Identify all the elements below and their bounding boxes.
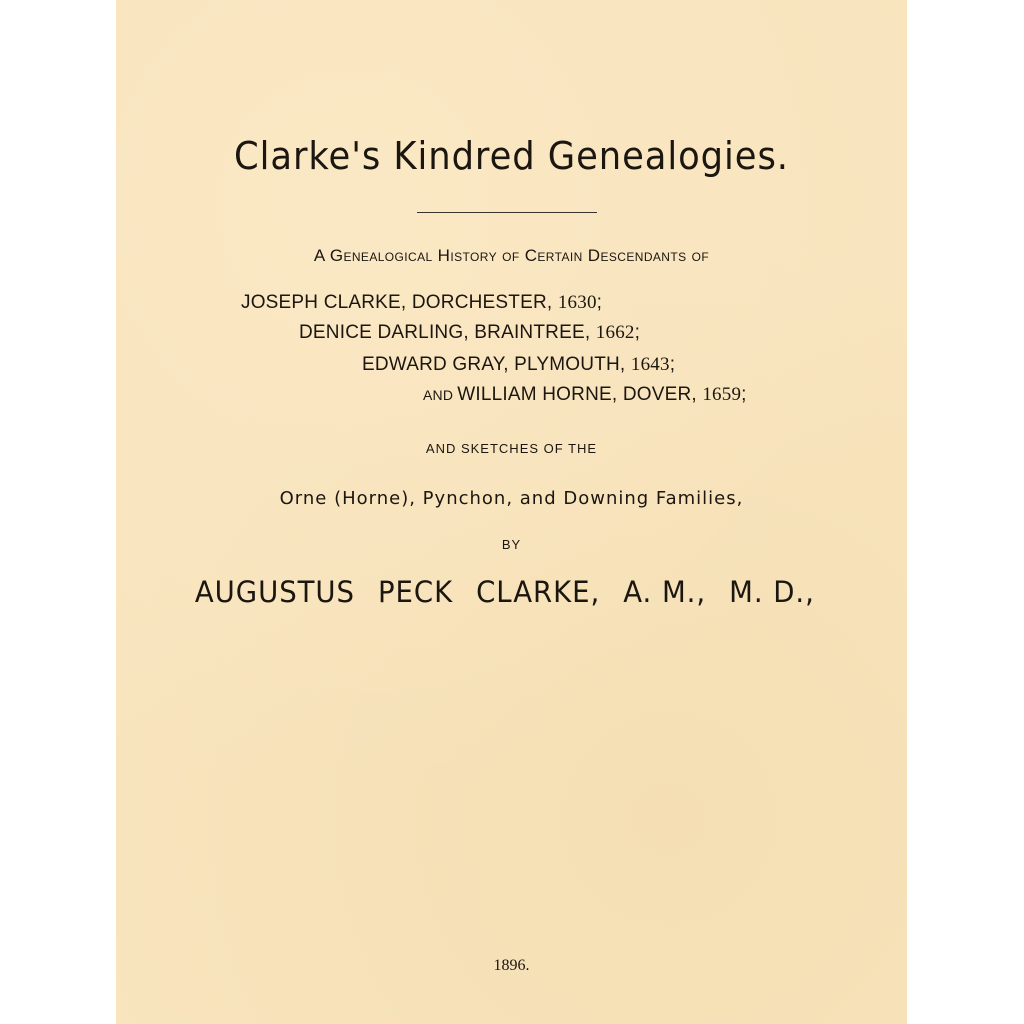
ancestor-line-4 xyxy=(423,384,747,406)
ancestor-suffix: ; xyxy=(634,322,641,343)
author-degree: M. D., xyxy=(729,575,815,609)
ancestor-line-3 xyxy=(362,354,675,376)
ancestor-name: EDWARD GRAY, PLYMOUTH, xyxy=(362,354,631,375)
ancestor-suffix: ; xyxy=(669,354,676,375)
sketches-line: AND SKETCHES OF THE xyxy=(425,441,598,456)
author-name xyxy=(136,575,887,609)
book-subtitle: A Genealogical History of Certain Descendants of xyxy=(313,246,710,265)
ancestor-name: JOSEPH CLARKE, DORCHESTER, xyxy=(241,292,558,313)
ancestor-suffix: ; xyxy=(596,292,603,313)
by-line: BY xyxy=(501,537,522,552)
ancestor-year: 1643 xyxy=(630,354,670,375)
author-part: CLARKE, xyxy=(476,575,601,609)
ancestor-name: DENICE DARLING, BRAINTREE, xyxy=(299,322,596,343)
ancestor-name: WILLIAM HORNE, DOVER, xyxy=(457,384,703,405)
ancestor-year: 1630 xyxy=(557,292,597,313)
ancestor-line-1 xyxy=(241,292,602,314)
author-part: PECK xyxy=(377,575,454,609)
book-title: Clarke's Kindred Genealogies. xyxy=(234,134,789,178)
title-divider-rule xyxy=(417,212,597,213)
author-part: AUGUSTUS xyxy=(194,575,355,609)
publication-year: 1896. xyxy=(493,957,530,974)
ancestor-year: 1659 xyxy=(702,384,742,405)
ancestor-year: 1662 xyxy=(595,322,635,343)
ancestor-line-2 xyxy=(299,322,640,344)
ancestor-prefix: AND xyxy=(423,387,458,403)
ancestor-suffix: ; xyxy=(741,384,747,405)
author-degree: A. M., xyxy=(623,575,707,609)
families-line: Orne (Horne), Pynchon, and Downing Families, xyxy=(279,488,744,509)
title-page xyxy=(116,0,907,1024)
